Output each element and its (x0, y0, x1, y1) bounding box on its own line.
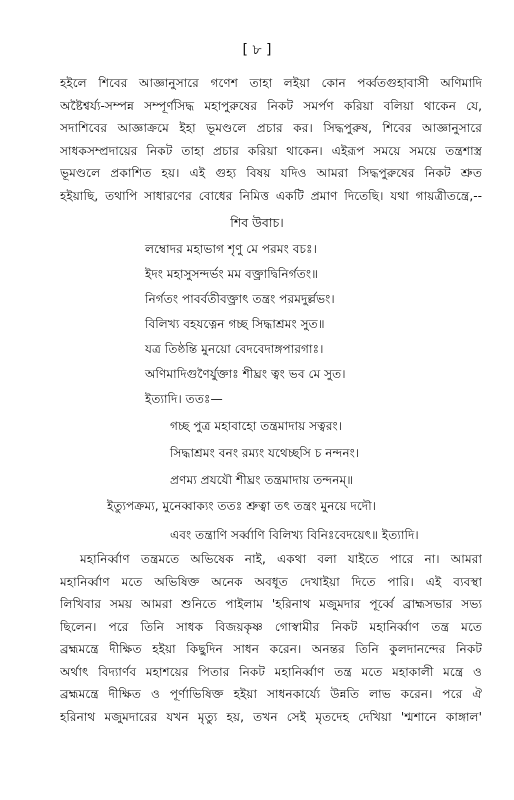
opening-paragraph (60, 72, 482, 207)
paragraph-line: সদাশিবের আজ্ঞাক্রমে ইহা ভূমণ্ডলে প্রচার কর। সিদ্ধপুরুষ, শিবের আজ্ঞানুসারে (60, 121, 482, 135)
verse-line: গচ্ছ পুত্র মহাবাহো তন্ত্রমাদায় সত্বরং। (170, 419, 343, 433)
paragraph-line: হইলে শিবের আজ্ঞানুসারে গণেশ তাহা লইয়া কোন পর্ব্বতগুহাবাসী অণিমাদি (60, 76, 482, 90)
paragraph-line: ভূমণ্ডলে প্রকাশিত হয়। এই গুহ্য বিষয় যদিও আমরা সিদ্ধপুরুষের নিকট শ্রুত (60, 166, 482, 180)
verse-continuation-line: ইত্যুপক্রম্য, মুনেব্বাক্যং ততঃ শ্রুত্বা তৎ তন্ত্রং মুনয়ে দদৌ। (107, 499, 377, 513)
verse-line: লম্বোদর মহাভাগ শৃণু মে পরমং বচঃ। (145, 242, 317, 256)
verse-line: বিলিখ্য বহযত্নেন গচ্ছ সিদ্ধাশ্রমং সুত॥ (145, 317, 325, 331)
verse-line: ইদং মহাসুসন্দর্ভং মম বক্ত্রাদ্বিনির্গতং॥ (145, 267, 318, 281)
paragraph-line: লিখিবার সময় আমরা শুনিতে পাইলাম 'হরিনাথ মজুমদার পূর্ব্বে ব্রাহ্মসভার সভ্য (60, 597, 482, 611)
paragraph-line: অষ্টৈশ্বর্য্য-সম্পন্ন সম্পূর্ণসিদ্ধ মহাপুরুষের নিকট সমর্পণ করিয়া বলিয়া থাকেন যে, (60, 98, 482, 113)
verse-heading: শিব উবাচ। (230, 215, 284, 230)
paragraph-line: ছিলেন। পরে তিনি সাধক বিজয়কৃষ্ণ গোস্বামীর নিকট মহানির্ব্বাণ তন্ত্র মতে (60, 619, 482, 634)
verse-line: অণিমাদিগুণৈর্যুক্তাঃ শীঘ্রং ত্বং ভব মে সুত। (145, 367, 346, 381)
page-number: [ ৮ ] (242, 42, 272, 58)
mahanirvana-paragraph (60, 548, 482, 728)
paragraph-line: ব্রহ্মমন্ত্রে দীক্ষিত হইয়া কিছুদিন সাধন করেন। অনন্তর তিনি কুলদানন্দের নিকট (60, 642, 482, 656)
verse-line: প্রণম্য প্রযযৌ শীঘ্রং তন্ত্রমাদায় তন্দনম্॥ (170, 473, 354, 487)
sanskrit-verse-block (145, 237, 485, 387)
sanskrit-verse-block-2 (170, 413, 490, 494)
ityadi-tatah-line: ইত্যাদি। ততঃ— (145, 392, 223, 406)
paragraph-line: মহানির্ব্বাণ মতে অভিষিক্ত অনেক অবধূত দেখাইয়া দিতে পারি। এই ব্যবস্থা (60, 574, 482, 589)
paragraph-line: মহানির্ব্বাণ তন্ত্রমতে অভিষেক নাই, একথা বলা যাইতে পারে না। আমরা (80, 552, 482, 566)
verse-line: সিদ্ধাশ্রমং বনং রম্যং যথেচ্ছসি চ নন্দনং। (170, 446, 360, 460)
paragraph-line: ব্রহ্মমন্ত্রে দীক্ষিত ও পূর্ণাভিষিক্ত হইয়া সাধনকার্য্যে উন্নতি লাভ করেন। পরে ঐ (60, 687, 482, 701)
tantrani-line: এবং তন্ত্রাণি সর্ব্বাণি বিলিখ্য বিনিঃবেদয়েৎ॥ ইত্যাদি। (170, 528, 419, 542)
paragraph-line: অর্থাৎ বিদ্যার্ণব মহাশয়ের পিতার নিকট মহানির্ব্বাণ তন্ত্র মতে মহাকালী মন্ত্রে ও (60, 664, 482, 679)
paragraph-line: হরিনাথ মজুমদারের যখন মৃত্যু হয়, তখন সেই মৃতদেহ দেখিয়া 'শ্মশানে কাঙ্গাল' (60, 709, 482, 724)
verse-line: নির্গতং পাবর্বতীবক্ত্রাৎ তন্ত্রং পরমদুর্ল্লভং। (145, 292, 335, 306)
verse-line: যত্র তিষ্ঠন্তি মুনয়ো বেদবেদাঙ্গপারগাঃ। (145, 342, 324, 356)
paragraph-line: সাধকসম্প্রদায়ের নিকট তাহা প্রচার করিয়া থাকেন। এইরূপ সময়ে সময়ে তন্ত্রশাস্ত্র (60, 143, 482, 158)
paragraph-line: হইয়াছি, তথাপি সাধারণের বোধের নিমিত্ত একটি প্রমাণ দিতেছি। যথা গায়ত্রীতন্ত্রে,-- (60, 188, 482, 203)
